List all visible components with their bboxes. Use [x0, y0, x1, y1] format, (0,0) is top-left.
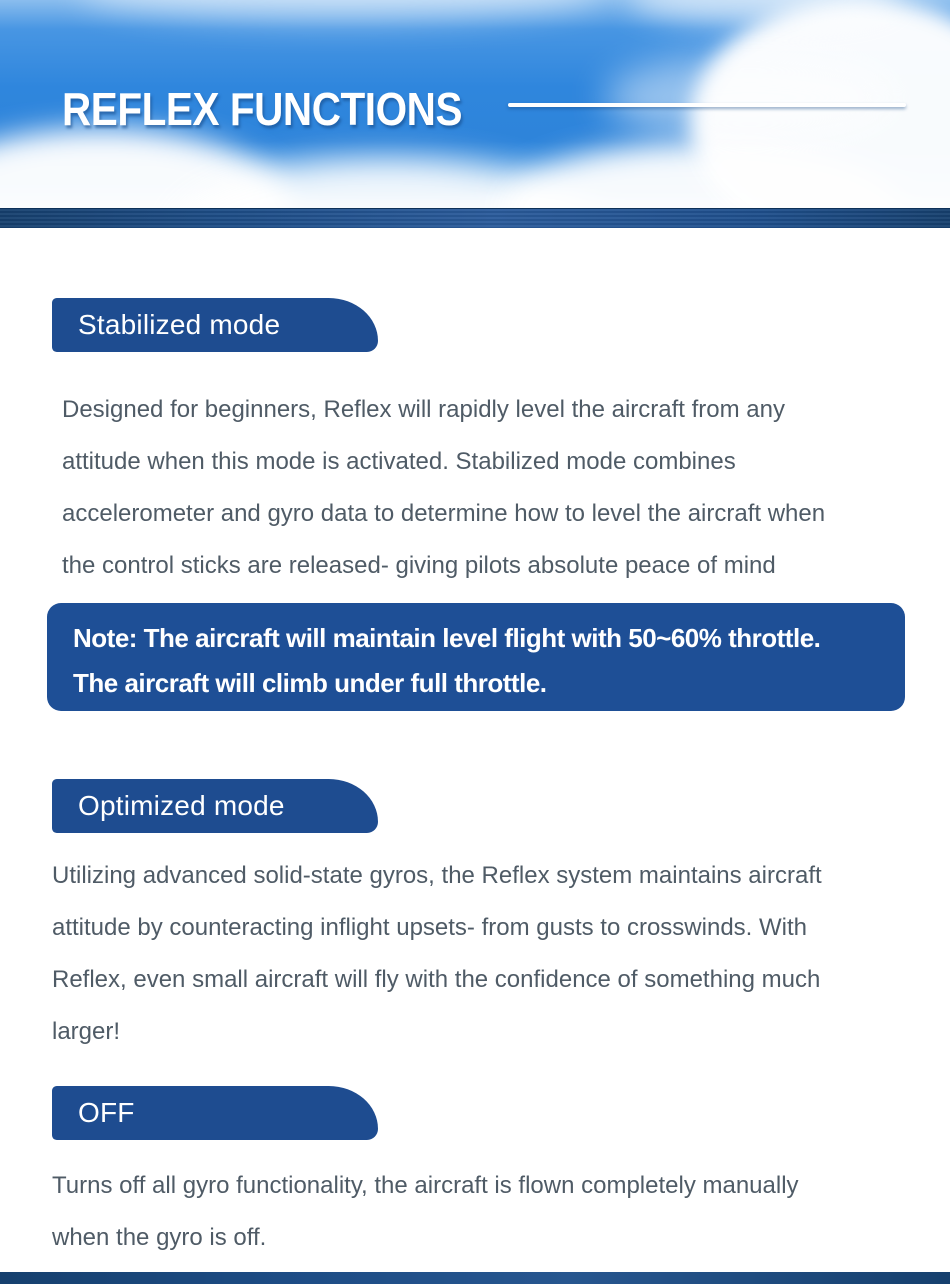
footer-bar: [0, 1272, 950, 1284]
paragraph-stabilized-mode: [62, 384, 825, 592]
section-heading: Optimized mode: [78, 790, 285, 821]
section-tab-stabilized-mode: [52, 298, 378, 352]
title-rule-line: [508, 103, 906, 107]
paragraph-optimized-mode: [52, 850, 822, 1058]
section-tab-optimized-mode: [52, 779, 378, 833]
paragraph-line: attitude by counteracting inflight upsets- from gusts to crosswinds. With: [52, 914, 808, 941]
page-title: REFLEX FUNCTIONS: [62, 83, 463, 135]
paragraph-line: attitude when this mode is activated. Stabilized mode combines: [62, 448, 736, 475]
paragraph-line: Reflex, even small aircraft will fly with the confidence of something much: [52, 966, 821, 993]
header-divider-bar: [0, 208, 950, 228]
cloud-decoration: [605, 55, 895, 140]
note-line: Note: The aircraft will maintain level flight with 50~60% throttle.: [73, 623, 821, 653]
paragraph-line: Turns off all gyro functionality, the aircraft is flown completely manually: [52, 1172, 799, 1199]
cloud-decoration: [80, 0, 600, 20]
section-tab-off: [52, 1086, 378, 1140]
paragraph-line: larger!: [52, 1018, 121, 1045]
paragraph-line: Designed for beginners, Reflex will rapidly level the aircraft from any: [62, 396, 785, 423]
sky-header-image: [0, 0, 950, 208]
paragraph-line: when the gyro is off.: [52, 1224, 267, 1251]
note-box: [47, 603, 905, 711]
section-heading: Stabilized mode: [78, 309, 281, 340]
paragraph-line: accelerometer and gyro data to determine how to level the aircraft when: [62, 500, 826, 527]
section-heading: OFF: [78, 1097, 135, 1128]
paragraph-line: the control sticks are released- giving pilots absolute peace of mind: [62, 552, 776, 579]
paragraph-line: Utilizing advanced solid-state gyros, the Reflex system maintains aircraft: [52, 862, 822, 889]
note-line: The aircraft will climb under full throttle.: [73, 668, 547, 698]
paragraph-off: [52, 1160, 799, 1264]
